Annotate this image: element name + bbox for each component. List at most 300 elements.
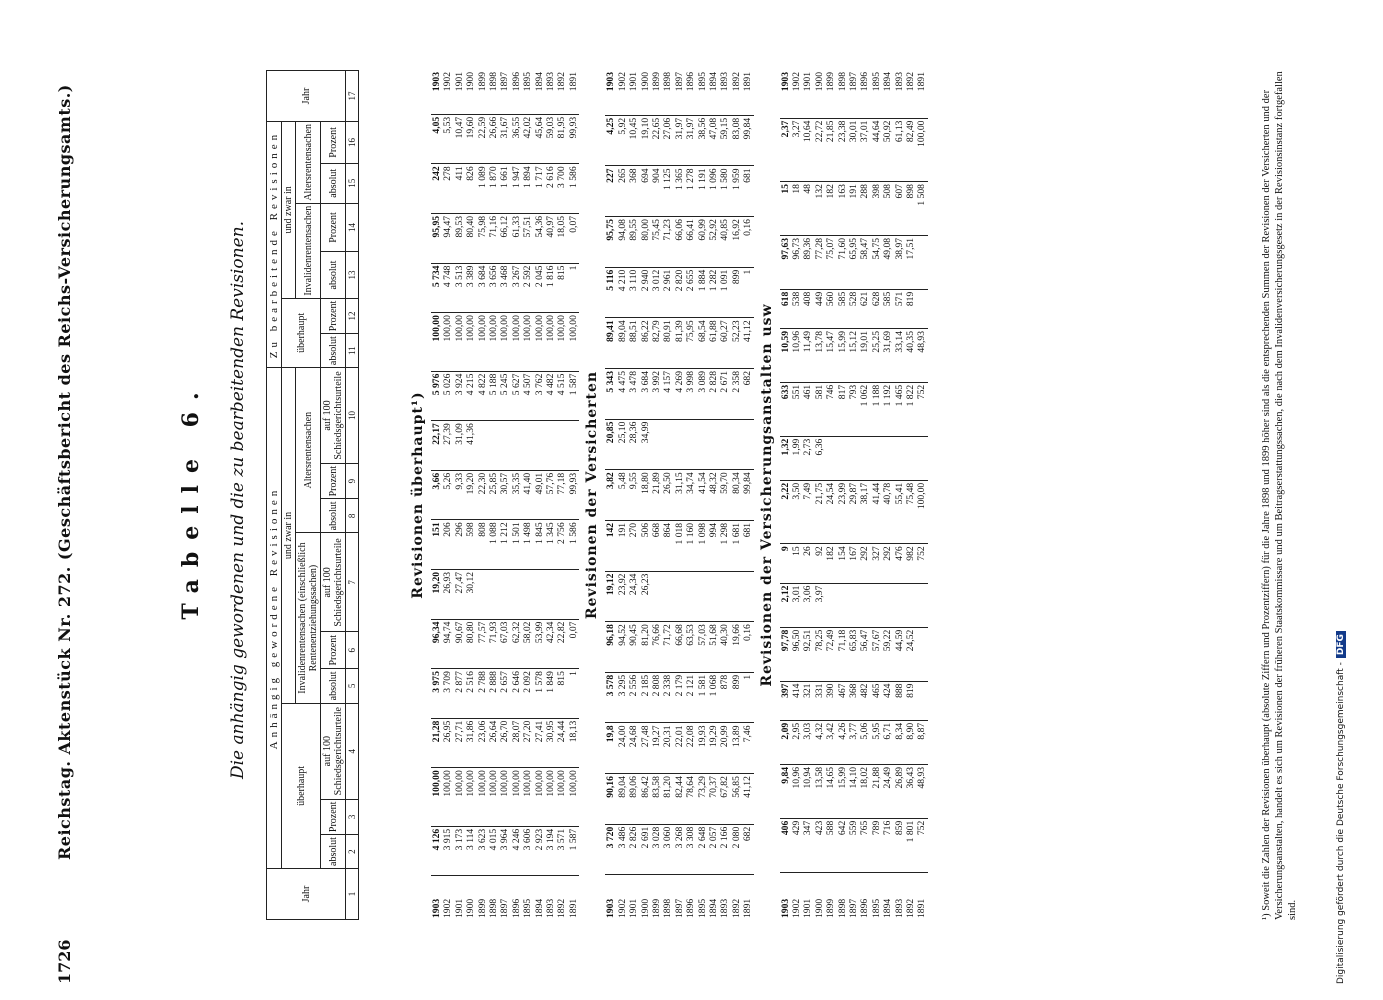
table-cell: 424 (882, 681, 893, 720)
table-cell (522, 569, 533, 619)
table-cell: 1894 (707, 898, 719, 918)
table-cell: 75,98 (477, 213, 488, 263)
table-cell: 4 126 (431, 826, 442, 876)
table-cell (488, 421, 499, 471)
table-cell: 81,39 (674, 318, 685, 369)
table-cell: 25,25 (871, 328, 882, 382)
table-row (791, 70, 802, 920)
table-cell: 100,00 (916, 118, 927, 182)
table-cell: 8,87 (916, 720, 927, 764)
table-cell: 461 (802, 382, 813, 436)
table-cell: 1891 (916, 70, 927, 118)
table-section (579, 70, 753, 920)
table-cell: 97,63 (780, 235, 791, 289)
table-cell: 24,68 (628, 723, 639, 774)
table-cell: 72,49 (825, 627, 836, 681)
h-abs: absolut (321, 499, 346, 533)
table-cell: 18,02 (859, 764, 870, 818)
table-cell: 2 121 (685, 672, 696, 723)
table-cell: 23,92 (617, 571, 628, 622)
table-cell: 83,58 (651, 774, 662, 825)
table-cell: 398 (871, 182, 882, 236)
table-cell: 8,34 (894, 720, 905, 764)
table-cell: 3 998 (685, 368, 696, 419)
table-cell: 482 (859, 681, 870, 720)
h-abs: absolut (321, 252, 346, 298)
table-cell: 994 (708, 520, 719, 571)
table-cell: 191 (848, 182, 859, 236)
table-cell: 26,70 (499, 718, 510, 768)
table-row (859, 70, 870, 920)
table-cell: 227 (605, 166, 616, 217)
h-auf100: auf 100 Schiedsgerichtsurteile (321, 703, 346, 799)
table-cell: 1897 (848, 70, 859, 118)
table-row (477, 70, 488, 920)
table-cell (837, 436, 848, 480)
table-cell: 1 587 (568, 826, 579, 876)
table-cell: 5,06 (859, 720, 870, 764)
table-cell: 559 (848, 818, 859, 872)
table-cell: 26,95 (442, 718, 453, 768)
table-cell: 94,08 (617, 217, 628, 268)
table-cell: 27,71 (454, 718, 465, 768)
table-cell: 982 (905, 544, 916, 583)
table-cell: 429 (791, 818, 802, 872)
table-cell: 100,00 (916, 480, 927, 544)
table-cell: 3 700 (556, 164, 567, 214)
table-cell: 4 246 (511, 826, 522, 876)
table-cell: 59,22 (882, 627, 893, 681)
table-cell: 1 018 (674, 520, 685, 571)
table-cell: 1898 (662, 898, 674, 918)
table-cell: 100,00 (511, 313, 522, 372)
table-cell: 30,12 (465, 569, 476, 619)
table-cell: 70,37 (708, 774, 719, 825)
table-cell: 41,36 (465, 421, 476, 471)
table-cell: 571 (894, 289, 905, 328)
table-cell: 2 166 (719, 824, 730, 875)
table-cell: 89,06 (628, 774, 639, 825)
table-cell: 2,73 (802, 436, 813, 480)
table-cell: 1891 (568, 70, 579, 114)
table-cell: 13,78 (814, 328, 825, 382)
table-cell: 1 578 (534, 669, 545, 719)
table-cell: 2,12 (780, 583, 791, 627)
table-cell: 19,60 (465, 114, 476, 164)
table-cell: 1898 (662, 70, 673, 115)
table-cell: 13,58 (814, 764, 825, 818)
table-cell: 41,12 (742, 318, 753, 369)
table-cell: 2,22 (780, 480, 791, 544)
table-cell: 40,30 (719, 622, 730, 673)
table-cell: 899 (731, 267, 742, 318)
table-cell: 77,18 (556, 470, 567, 520)
h-proz: Prozent (321, 632, 346, 669)
table-cell: 100,00 (454, 768, 465, 827)
table-cell: 1894 (708, 70, 719, 115)
table-cell: 3 110 (628, 267, 639, 318)
table-cell: 82,44 (674, 774, 685, 825)
table-cell: 1 587 (568, 371, 579, 421)
table-row (882, 70, 893, 920)
table-cell: 1896 (859, 70, 870, 118)
table-cell: 81,20 (662, 774, 673, 825)
table-cell: 100,00 (534, 313, 545, 372)
table-cell: 551 (791, 382, 802, 436)
table-cell: 86,22 (640, 318, 651, 369)
table-cell: 265 (617, 166, 628, 217)
table-row (837, 70, 848, 920)
table-row (454, 70, 465, 920)
table-cell: 793 (848, 382, 859, 436)
table-cell: 1901 (628, 70, 639, 115)
table-cell: 538 (791, 289, 802, 328)
table-row (522, 70, 533, 920)
table-cell: 2 877 (454, 669, 465, 719)
table-cell: 560 (825, 289, 836, 328)
table-cell: 75,48 (905, 480, 916, 544)
table-cell: 31,86 (465, 718, 476, 768)
table-cell: 53,99 (534, 619, 545, 669)
table-cell: 11,49 (802, 328, 813, 382)
dfg-watermark (1336, 631, 1346, 984)
table-cell: 38,17 (859, 480, 870, 544)
column-number: 8 (346, 499, 359, 533)
table-cell (719, 419, 730, 470)
head-alters-2: Altersrentensachen (296, 122, 321, 204)
table-cell: 75,45 (651, 217, 662, 268)
footnote: ¹) Soweit die Zahlen der Revisionen überhaupt (absolute Ziffern und Prozentziffern) für die Jahre 1898 und 1899 höher sind als die entsprechenden Summen der Revisionen der Versicherten und der Versicherungsanstalten, handelt es sich um Revisionen der früheren Staatskommissare und um Beitragserstattungssachen, die nach dem Invalidenversicherungsgesetz in der Revisionsinstanz fortgefallen sind. (1261, 71, 1298, 920)
table-cell: 40,97 (545, 213, 556, 263)
table-cell: 1 661 (499, 164, 510, 214)
table-cell (685, 571, 696, 622)
table-cell: 2 616 (545, 164, 556, 214)
table-cell: 1894 (882, 70, 893, 118)
table-cell: 1 192 (882, 382, 893, 436)
table-cell: 100,00 (522, 768, 533, 827)
table-cell: 2 516 (465, 669, 476, 719)
table-cell: 59,70 (719, 470, 730, 521)
table-cell: 898 (905, 182, 916, 236)
table-cell: 2 923 (534, 826, 545, 876)
table-cell: 1 870 (488, 164, 499, 214)
table-row (534, 70, 545, 920)
table-cell: 18 (791, 182, 802, 236)
table-cell: 59,03 (545, 114, 556, 164)
column-number: 13 (346, 252, 359, 298)
table-cell: 465 (871, 681, 882, 720)
table-cell: 864 (662, 520, 673, 571)
table-cell: 1896 (511, 70, 522, 114)
table-cell: 65,83 (848, 627, 859, 681)
table-cell: 1891 (742, 898, 754, 918)
table-cell: 270 (628, 520, 639, 571)
table-cell: 1903 (779, 898, 791, 918)
table-cell: 1 947 (511, 164, 522, 214)
table-cell: 1893 (719, 70, 730, 115)
table-cell: 588 (825, 818, 836, 872)
table-cell: 100,00 (465, 313, 476, 372)
table-cell: 1 (568, 263, 579, 313)
table-cell: 42,02 (522, 114, 533, 164)
table-row (511, 70, 522, 920)
table-cell: 89,04 (617, 774, 628, 825)
column-number: 6 (346, 632, 359, 669)
table-cell: 242 (431, 164, 442, 214)
table-cell: 18,05 (556, 213, 567, 263)
table-cell: 13,89 (731, 723, 742, 774)
table-cell: 1901 (453, 898, 465, 918)
table-cell: 681 (742, 520, 753, 571)
column-number: 1 (346, 869, 359, 920)
table-cell: 0,07 (568, 619, 579, 669)
table-cell: 100,00 (545, 768, 556, 827)
table-cell: 80,00 (640, 217, 651, 268)
table-cell: 1 508 (916, 182, 927, 236)
table-cell: 0,16 (742, 217, 753, 268)
table-cell: 10,45 (628, 115, 639, 166)
table-cell: 3,82 (605, 470, 616, 521)
table-cell: 26,93 (442, 569, 453, 619)
table-cell: 100,00 (568, 768, 579, 827)
table-row (545, 70, 556, 920)
table-cell: 31,97 (674, 115, 685, 166)
table-cell: 2 179 (674, 672, 685, 723)
table-cell: 3 389 (465, 263, 476, 313)
table-cell: 22,01 (674, 723, 685, 774)
table-cell: 31,67 (499, 114, 510, 164)
table-cell: 8,90 (905, 720, 916, 764)
table-cell: 60,99 (697, 217, 708, 268)
table-cell: 2 820 (674, 267, 685, 318)
page-number: 1726 (55, 939, 74, 984)
table-cell: 19,20 (465, 470, 476, 520)
section-title: Revisionen der Versicherten (584, 370, 601, 620)
table-cell: 68,54 (697, 318, 708, 369)
table-cell: 30,95 (545, 718, 556, 768)
table-cell: 1 845 (534, 520, 545, 570)
table-cell: 22,08 (685, 723, 696, 774)
table-cell: 1895 (870, 898, 882, 918)
table-cell: 3 656 (488, 263, 499, 313)
table-cell: 71,18 (837, 627, 848, 681)
table-cell: 66,06 (674, 217, 685, 268)
table-cell: 3 308 (685, 824, 696, 875)
table-cell: 3 684 (477, 263, 488, 313)
table-cell: 1 822 (905, 382, 916, 436)
table-cell: 449 (814, 289, 825, 328)
table-cell (708, 571, 719, 622)
table-cell: 21,75 (814, 480, 825, 544)
table-cell: 2 655 (685, 267, 696, 318)
table-cell: 10,59 (780, 328, 791, 382)
table-cell: 3 486 (617, 824, 628, 875)
table-cell (905, 583, 916, 627)
table-cell: 1 191 (697, 166, 708, 217)
table-header (266, 70, 359, 920)
table-cell (882, 436, 893, 480)
table-cell: 20,99 (719, 723, 730, 774)
table-cell: 27,06 (662, 115, 673, 166)
table-cell: 628 (871, 289, 882, 328)
table-row (905, 70, 916, 920)
table-cell: 1903 (605, 70, 616, 115)
table-cell: 34,99 (640, 419, 651, 470)
table-cell: 585 (837, 289, 848, 328)
table-cell: 3,66 (431, 470, 442, 520)
table-cell: 99,93 (568, 470, 579, 520)
table-cell: 1898 (488, 70, 499, 114)
table-cell: 81,20 (640, 622, 651, 673)
table-cell: 19,27 (651, 723, 662, 774)
table-row (685, 70, 696, 920)
table-cell: 1 465 (894, 382, 905, 436)
table-cell: 1902 (442, 70, 453, 114)
table-cell: 19,8 (605, 723, 616, 774)
table-cell: 3 267 (511, 263, 522, 313)
table-cell: 3 992 (651, 368, 662, 419)
table-cell: 3,97 (814, 583, 825, 627)
table-cell: 4 269 (674, 368, 685, 419)
table-cell (556, 421, 567, 471)
table-cell: 22,17 (431, 421, 442, 471)
table-cell: 31,15 (674, 470, 685, 521)
table-cell: 26,23 (640, 571, 651, 622)
table-cell: 3 173 (454, 826, 465, 876)
table-cell: 56,85 (731, 774, 742, 825)
table-row (617, 70, 628, 920)
table-cell: 50,92 (882, 118, 893, 182)
table-cell: 621 (859, 289, 870, 328)
table-cell: 1 681 (731, 520, 742, 571)
table-cell: 27,39 (442, 421, 453, 471)
table-cell: 4 482 (545, 371, 556, 421)
table-cell: 94,52 (617, 622, 628, 673)
table-cell: 22,65 (651, 115, 662, 166)
table-cell: 1903 (431, 898, 442, 918)
table-cell: 45,64 (534, 114, 545, 164)
table-cell: 3 028 (651, 824, 662, 875)
table-cell: 1 062 (859, 382, 870, 436)
table-cell: 21,28 (431, 718, 442, 768)
table-cell: 5 188 (488, 371, 499, 421)
table-cell: 4,25 (605, 115, 616, 166)
table-row (662, 70, 673, 920)
table-cell: 1896 (685, 70, 696, 115)
h-abs: absolut (321, 163, 346, 203)
table-cell (545, 421, 556, 471)
table-cell: 819 (905, 681, 916, 720)
table-cell: 7,46 (742, 723, 753, 774)
table-cell: 80,91 (662, 318, 673, 369)
table-cell (534, 421, 545, 471)
table-cell: 2 756 (556, 520, 567, 570)
h-proz: Prozent (321, 203, 346, 252)
table-cell: 77,57 (477, 619, 488, 669)
table-cell: 100,00 (545, 313, 556, 372)
table-cell: 3 478 (628, 368, 639, 419)
table-cell (848, 436, 859, 480)
table-cell: 5,48 (617, 470, 628, 521)
head-inval-short: Invalidenrentensachen (296, 203, 321, 298)
table-cell: 27,20 (522, 718, 533, 768)
table-cell: 81,95 (556, 114, 567, 164)
table-cell: 292 (859, 544, 870, 583)
table-cell: 28,36 (628, 419, 639, 470)
table-cell (499, 421, 510, 471)
table-cell: 21,88 (871, 764, 882, 818)
table-cell: 1899 (650, 898, 662, 918)
table-cell: 82,49 (905, 118, 916, 182)
table-cell: 73,29 (697, 774, 708, 825)
table-cell: 99,84 (742, 115, 753, 166)
dfg-logo: DFG (1336, 631, 1346, 658)
table-cell: 15,99 (837, 764, 848, 818)
column-number: 10 (346, 368, 359, 464)
table-cell: 26,89 (894, 764, 905, 818)
table-cell: 89,04 (617, 318, 628, 369)
table-cell: 2 828 (708, 368, 719, 419)
table-cell: 2 671 (719, 368, 730, 419)
table-cell: 1 884 (697, 267, 708, 318)
table-cell: 31,09 (454, 421, 465, 471)
table-cell: 1892 (905, 70, 916, 118)
table-cell: 1896 (859, 898, 871, 918)
h-proz: Prozent (321, 463, 346, 499)
table-cell: 142 (605, 520, 616, 571)
head-alters-1: Altersrentensachen (296, 368, 321, 533)
table-cell: 42,34 (545, 619, 556, 669)
table-cell: 0,07 (568, 213, 579, 263)
table-cell: 752 (916, 818, 927, 872)
table-row (697, 70, 708, 920)
table-cell (905, 436, 916, 480)
table-cell: 5,95 (871, 720, 882, 764)
table-cell: 1898 (836, 898, 848, 918)
table-row (568, 70, 579, 920)
table-cell: 878 (719, 672, 730, 723)
table-cell: 26,50 (662, 470, 673, 521)
table-cell: 51,68 (708, 622, 719, 673)
table-cell (477, 569, 488, 619)
table-cell: 817 (837, 382, 848, 436)
table-cell: 4,05 (431, 114, 442, 164)
table-cell: 19,12 (605, 571, 616, 622)
table-cell (731, 419, 742, 470)
table-cell: 3 060 (662, 824, 673, 875)
table-cell: 1900 (640, 70, 651, 115)
table-cell: 1 278 (685, 166, 696, 217)
table-cell: 92 (814, 544, 825, 583)
table-cell: 80,40 (465, 213, 476, 263)
column-number: 7 (346, 533, 359, 632)
table-row (640, 70, 651, 920)
table-cell: 54,75 (871, 235, 882, 289)
table-row (742, 70, 753, 920)
table-cell (825, 583, 836, 627)
table-cell (674, 419, 685, 470)
table-cell: 61,88 (708, 318, 719, 369)
table-row (465, 70, 476, 920)
table-cell: 19,10 (640, 115, 651, 166)
table-cell: 716 (882, 818, 893, 872)
table-cell: 5,26 (442, 470, 453, 520)
table-cell: 22,72 (814, 118, 825, 182)
table-cell: 1 581 (697, 672, 708, 723)
table-cell: 191 (617, 520, 628, 571)
table-cell (511, 569, 522, 619)
table-cell: 1895 (522, 70, 533, 114)
